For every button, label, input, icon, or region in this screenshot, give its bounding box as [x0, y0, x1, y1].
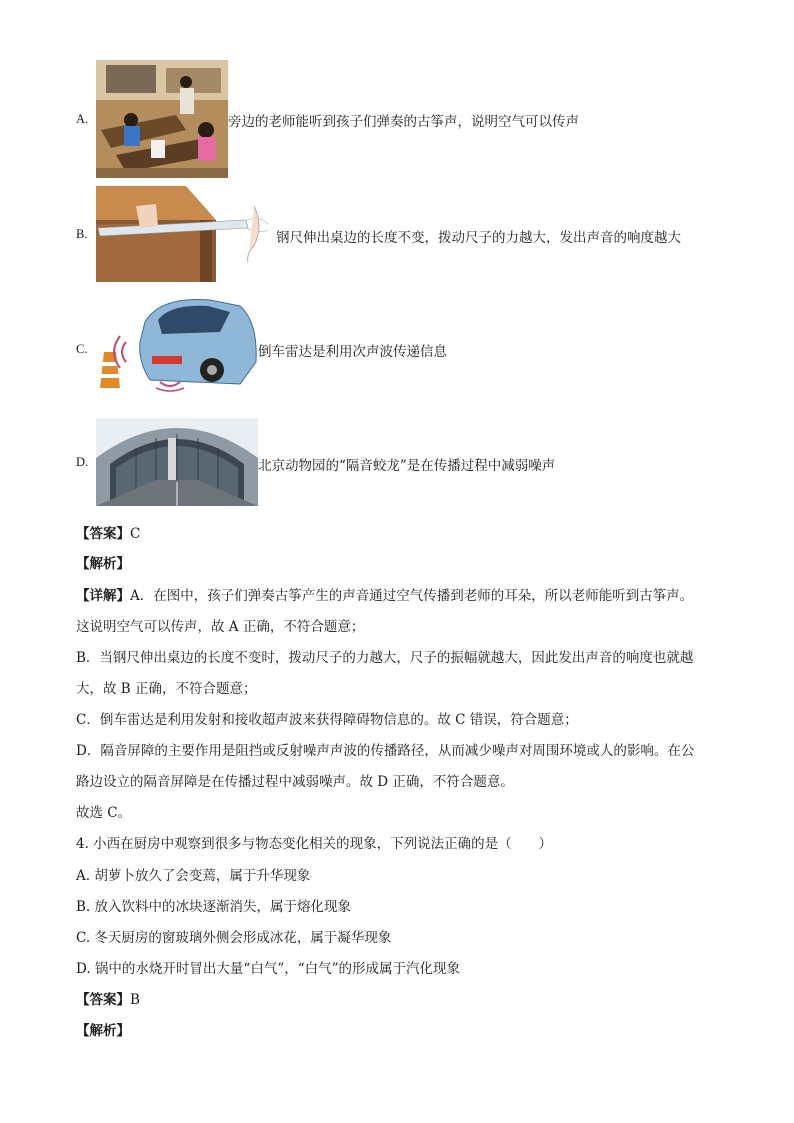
q3-explanation-line: C．倒车雷达是利用发射和接收超声波来获得障碍物信息的。故 C 错误，符合题意；: [76, 712, 578, 728]
answer-label: 【答案】: [76, 992, 130, 1008]
q3-analysis-label: 【解析】: [76, 556, 130, 572]
option-c-letter: C.: [76, 342, 88, 356]
answer-label: 【答案】: [76, 526, 130, 542]
option-d-text: 北京动物园的“隔音蛟龙”是在传播过程中减弱噪声: [258, 458, 556, 474]
q4-option-b: B. 放入饮料中的冰块逐渐消失，属于熔化现象: [76, 899, 352, 915]
q4-option-a: A. 胡萝卜放久了会变蔫，属于升华现象: [76, 868, 311, 884]
ruler-on-table-illustration: [96, 186, 276, 282]
q3-explanation-line: 大，故 B 正确，不符合题意；: [76, 681, 257, 697]
classroom-guzheng-photo: [96, 60, 228, 178]
q3-explanation-line: B．当钢尺伸出桌边的长度不变时，拨动尺子的力越大，尺子的振幅就越大，因此发出声音的响度也就越: [76, 650, 694, 666]
answer-value: B: [130, 992, 140, 1008]
answer-value: C: [130, 526, 141, 542]
option-d-letter: D.: [76, 455, 89, 469]
q3-answer-line: [76, 522, 140, 542]
option-a-letter: A.: [76, 112, 89, 126]
option-b-text: 钢尺伸出桌边的长度不变，拨动尺子的力越大，发出声音的响度越大: [276, 230, 681, 246]
q3-explanation-line: 这说明空气可以传声，故 A 正确，不符合题意；: [76, 619, 365, 635]
q4-option-d: D. 锅中的水烧开时冒出大量“白气”，“白气”的形成属于汽化现象: [76, 961, 461, 977]
car-reversing-radar-illustration: [90, 292, 258, 392]
option-a-text: 旁边的老师能听到孩子们弹奏的古筝声，说明空气可以传声: [228, 114, 579, 130]
q3-conclusion: 故选 C。: [76, 805, 132, 821]
option-c-text: 倒车雷达是利用次声波传递信息: [258, 344, 447, 360]
q3-explanation-line: D．隔音屏障的主要作用是阻挡或反射噪声声波的传播路径，从而减少噪声对周围环境或人的影响。在公: [76, 743, 695, 759]
q3-explanation-line: [76, 584, 693, 604]
q3-explanation-line: 路边设立的隔音屏障是在传播过程中减弱噪声。故 D 正确，不符合题意。: [76, 774, 514, 790]
q3-explanation-text: A．在图中，孩子们弹奏古筝产生的声音通过空气传播到老师的耳朵，所以老师能听到古筝声。: [130, 588, 694, 604]
q4-analysis-label: 【解析】: [76, 1023, 130, 1039]
q4-stem: 4. 小西在厨房中观察到很多与物态变化相关的现象，下列说法正确的是（ ）: [76, 836, 553, 852]
option-b-letter: B.: [76, 227, 88, 241]
q4-option-c: C. 冬天厨房的窗玻璃外侧会形成冰花，属于凝华现象: [76, 930, 392, 946]
q4-answer-line: [76, 988, 140, 1008]
detail-label: 【详解】: [76, 588, 130, 604]
sound-barrier-tunnel-photo: [96, 418, 258, 506]
